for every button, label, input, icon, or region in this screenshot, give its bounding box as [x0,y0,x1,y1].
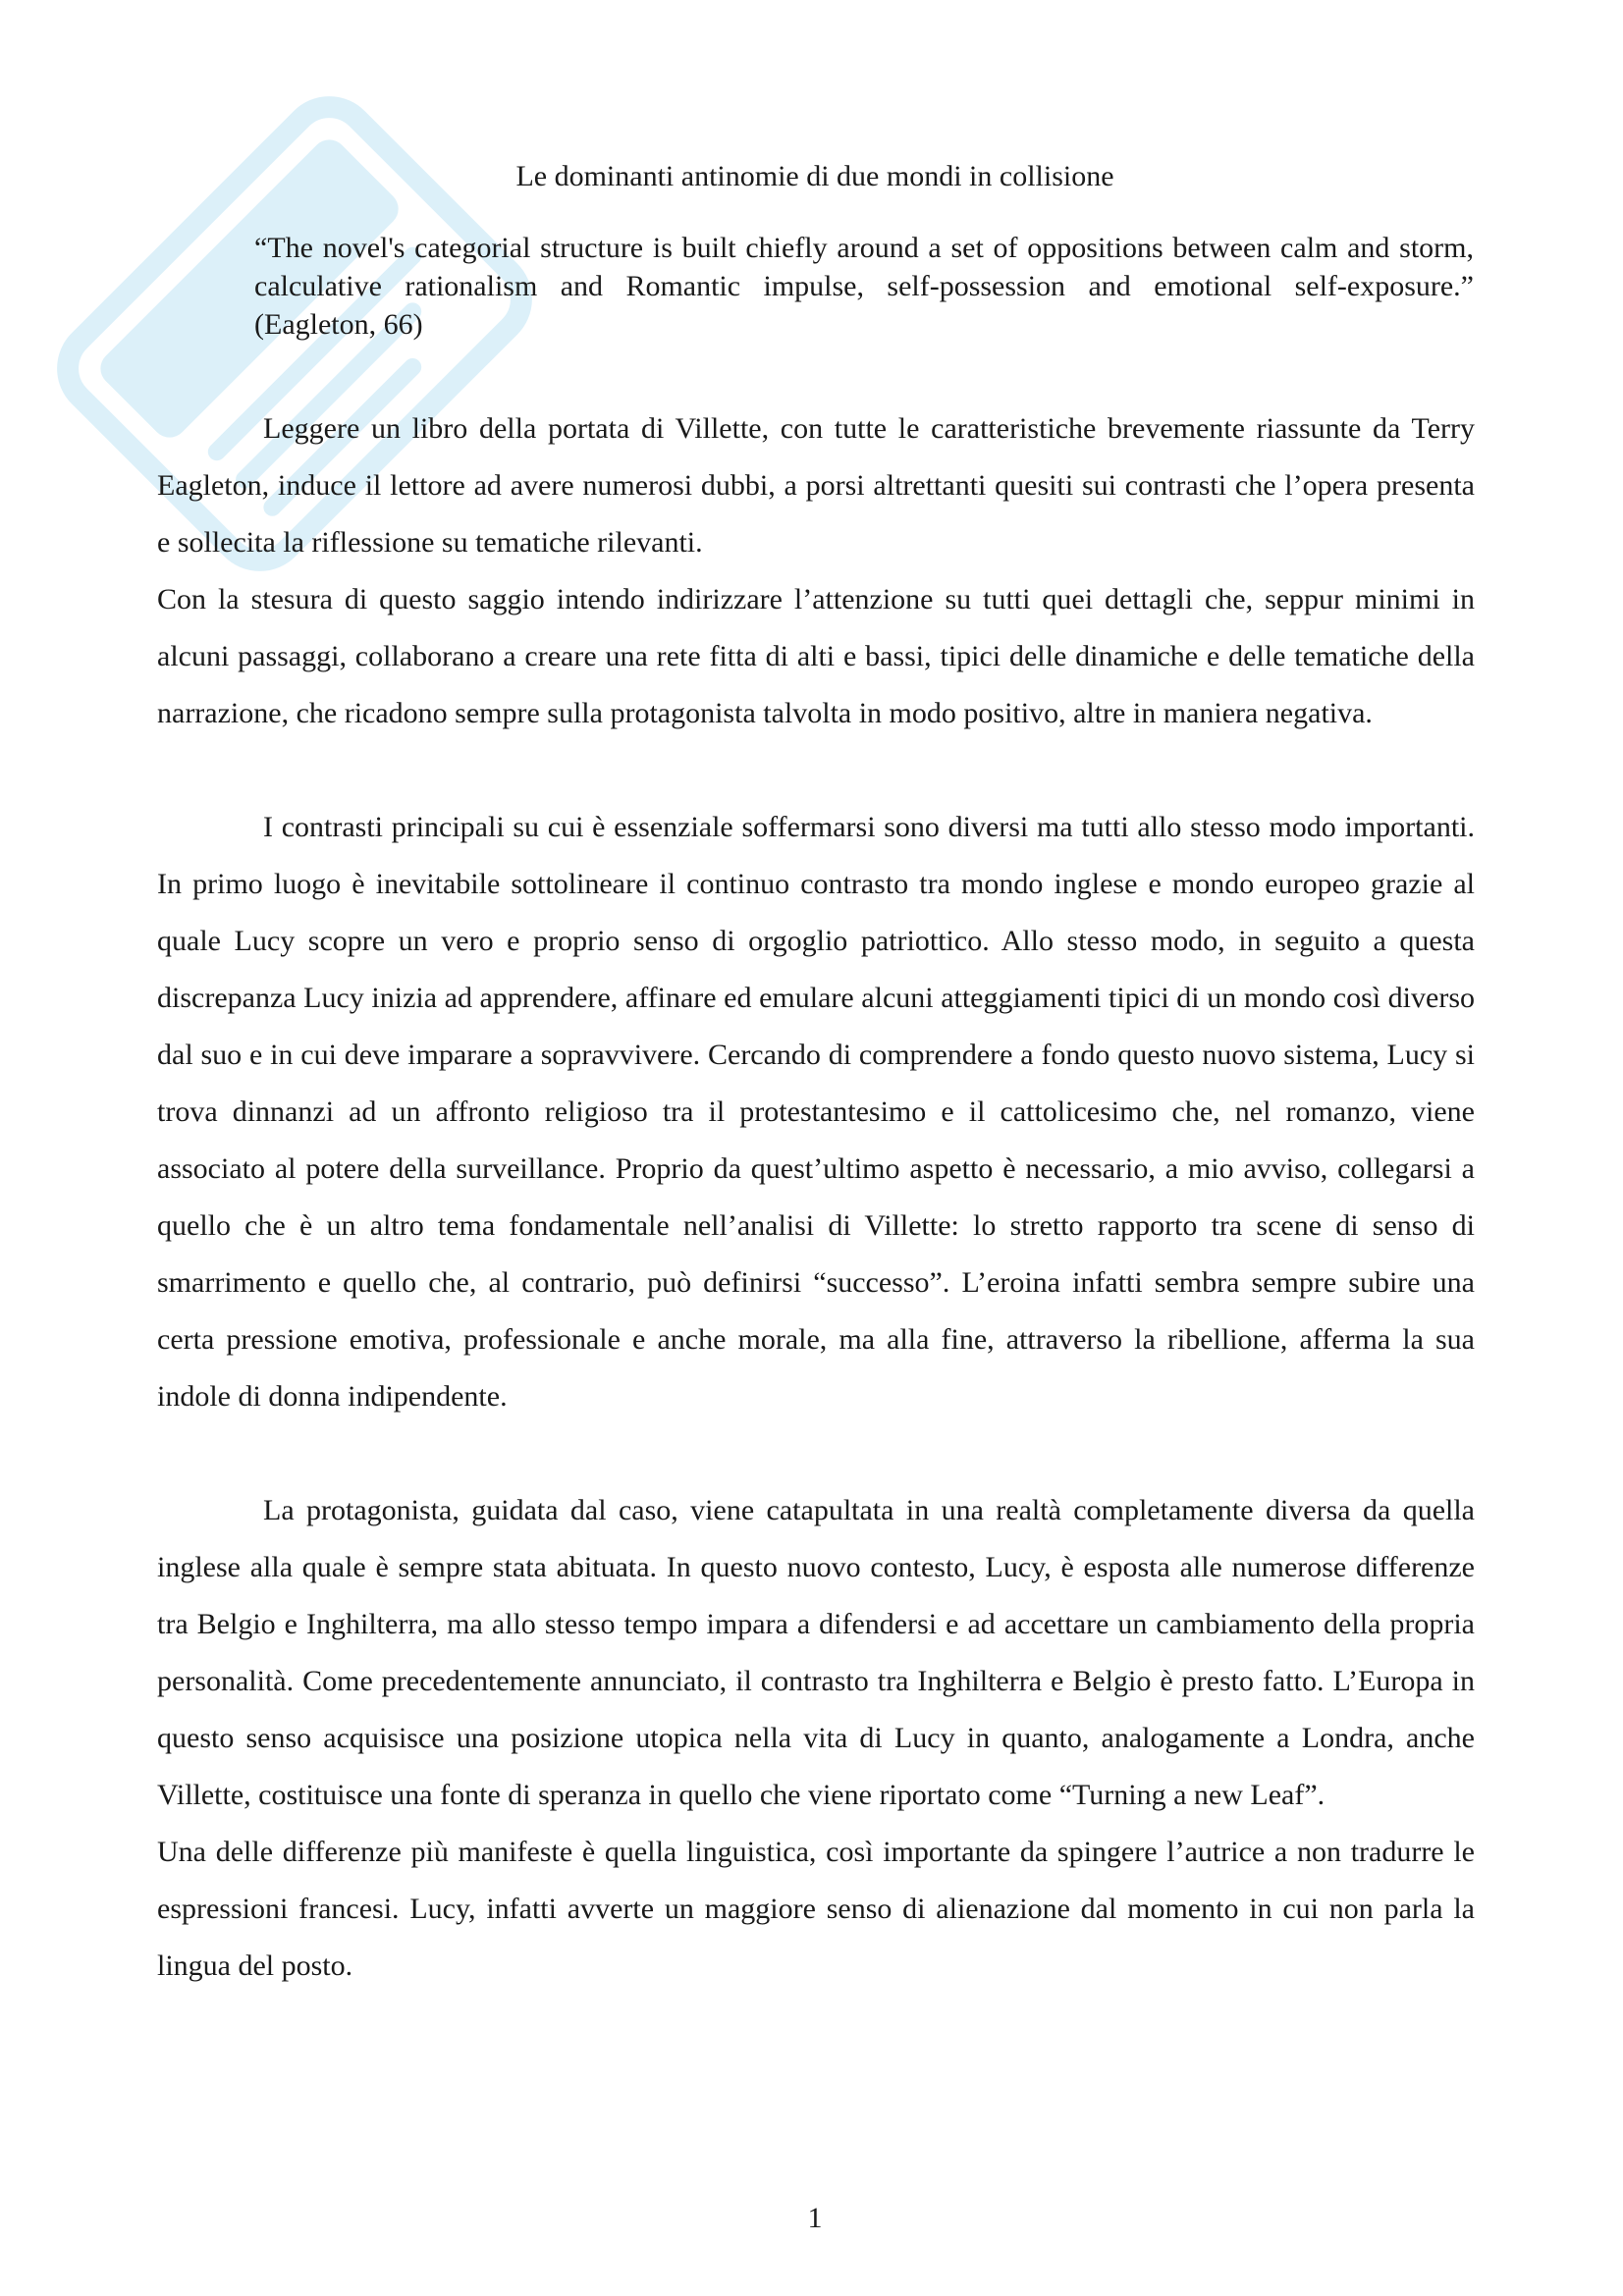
paragraph: Con la stesura di questo saggio intendo indirizzare l’attenzione su tutti quei dettagli che, seppur minimi in alcuni passaggi, collaborano a creare una rete fitta di alti e bassi, tipici delle dinamiche e delle tematiche della narrazione, che ricadono sempre sulla protagonista talvolta in modo positivo, altre in maniera negativa. [157,583,1475,729]
page-number: 1 [807,2202,823,2234]
paragraph: Una delle differenze più manifeste è quella linguistica, così importante da spingere l’autrice a non tradurre le espressioni francesi. Lucy, infatti avverte un maggiore senso di alienazione dal momento in cui non parla la lingua del posto. [157,1836,1475,1982]
document-body [157,400,1475,1995]
document-title: Le dominanti antinomie di due mondi in collisione [515,160,1114,192]
paragraph: I contrasti principali su cui è essenziale soffermarsi sono diversi ma tutti allo stesso modo importanti. In primo luogo è inevitabile sottolineare il continuo contrasto tra mondo inglese e mondo europeo grazie al quale Lucy scopre un vero e proprio senso di orgoglio patriottico. Allo stesso modo, in seguito a questa discrepanza Lucy inizia ad apprendere, affinare ed emulare alcuni atteggiamenti tipici di un mondo così diverso dal suo e in cui deve imparare a sopravvivere. Cercando di comprendere a fondo questo nuovo sistema, Lucy si trova dinnanzi ad un affronto religioso tra il protestantesimo e il cattolicesimo che, nel romanzo, viene associato al potere della surveillance. Proprio da quest’ultimo aspetto è necessario, a mio avviso, collegarsi a quello che è un altro tema fondamentale nell’analisi di Villette: lo stretto rapporto tra scene di senso di smarrimento e quello che, al contrario, può definirsi “successo”. L’eroina infatti sembra sempre subire una certa pressione emotiva, professionale e anche morale, ma alla fine, attraverso la ribellione, afferma la sua indole di donna indipendente. [157,811,1475,1413]
paragraph: Leggere un libro della portata di Villette, con tutte le caratteristiche brevemente riassunte da Terry Eagleton, induce il lettore ad avere numerosi dubbi, a porsi altrettanti quesiti sui contrasti che l’opera presenta e sollecita la riflessione su tematiche rilevanti. [157,412,1475,559]
epigraph-quote: “The novel's categorial structure is built chiefly around a set of oppositions between calm and storm, calculative rationalism and Romantic impulse, self-possession and emotional self-exposure.” (Eagleton, 66) [254,232,1474,341]
paragraph: La protagonista, guidata dal caso, viene catapultata in una realtà completamente diversa da quella inglese alla quale è sempre stata abituata. In questo nuovo contesto, Lucy, è esposta alle numerose differenze tra Belgio e Inghilterra, ma allo stesso tempo impara a difendersi e ad accettare un cambiamento della propria personalità. Come precedentemente annunciato, il contrasto tra Inghilterra e Belgio è presto fatto. L’Europa in questo senso acquisisce una posizione utopica nella vita di Lucy in quanto, analogamente a Londra, anche Villette, costituisce una fonte di speranza in quello che viene riportato come “Turning a new Leaf”. [157,1494,1475,1811]
